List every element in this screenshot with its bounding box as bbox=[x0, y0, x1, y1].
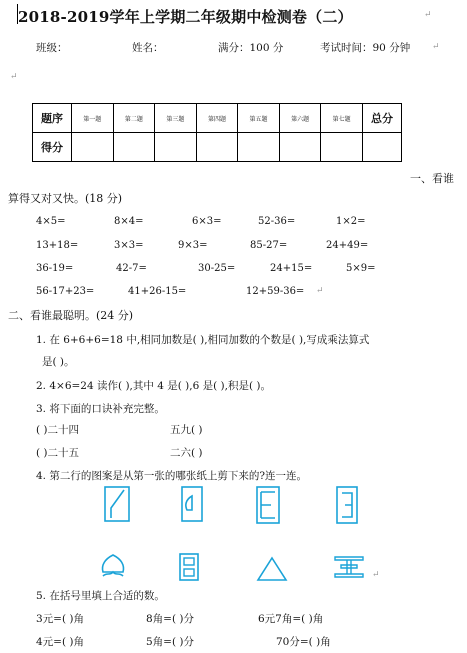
q5-item: 5角=( )分 bbox=[146, 636, 195, 648]
name-label: 姓名： bbox=[132, 42, 164, 54]
col-header: 第五题 bbox=[238, 104, 280, 133]
return-mark: ↵ bbox=[372, 570, 380, 580]
calc-item: 3×3= bbox=[114, 240, 144, 251]
class-label: 班级： bbox=[36, 42, 68, 54]
peach-shape-figure[interactable] bbox=[98, 552, 128, 580]
q3-item: 二六( ) bbox=[170, 447, 203, 459]
calc-item: 85-27= bbox=[250, 240, 288, 251]
paper-peach-figure[interactable] bbox=[181, 486, 203, 522]
score-table bbox=[32, 103, 402, 162]
q3-text: 3. 将下面的口诀补充完整。 bbox=[36, 403, 165, 415]
col-header: 第七题 bbox=[321, 104, 363, 133]
window-shape-figure[interactable] bbox=[178, 552, 200, 582]
return-mark: ↵ bbox=[424, 10, 432, 20]
triangle-shape-figure[interactable] bbox=[256, 556, 288, 582]
col-header: 第三题 bbox=[155, 104, 197, 133]
calc-item: 5×9= bbox=[346, 263, 376, 274]
calc-item: 42-7= bbox=[116, 263, 147, 274]
calc-item: 1×2= bbox=[336, 216, 366, 227]
col-header: 第四题 bbox=[196, 104, 238, 133]
q3-item: ( )二十四 bbox=[36, 424, 80, 436]
score-cell[interactable] bbox=[113, 133, 155, 162]
calc-item: 12+59-36= bbox=[246, 286, 305, 297]
total-header: 总分 bbox=[363, 104, 402, 133]
calc-item: 24+49= bbox=[326, 240, 369, 251]
calc-item: 8×4= bbox=[114, 216, 144, 227]
return-mark: ↵ bbox=[432, 42, 440, 52]
row-header-score: 得分 bbox=[33, 133, 72, 162]
q5-item: 70分=( )角 bbox=[276, 636, 331, 648]
table-row bbox=[33, 133, 402, 162]
calc-item: 6×3= bbox=[192, 216, 222, 227]
full-score: 满分：100 分 bbox=[218, 42, 284, 54]
q5-item: 4元=( )角 bbox=[36, 636, 85, 648]
q4-text: 4. 第二行的图案是从第一张的哪张纸上剪下来的?连一连。 bbox=[36, 470, 307, 482]
score-cell[interactable] bbox=[238, 133, 280, 162]
paper-slash-figure[interactable] bbox=[104, 486, 130, 522]
row-header-order: 题序 bbox=[33, 104, 72, 133]
q2-text: 2. 4×6=24 读作( ),其中 4 是( ),6 是( ),积是( )。 bbox=[36, 380, 272, 392]
return-mark: ↵ bbox=[316, 286, 324, 296]
table-row bbox=[33, 104, 402, 133]
paper-window-figure[interactable] bbox=[336, 486, 358, 524]
q5-item: 8角=( )分 bbox=[146, 613, 195, 625]
q3-item: ( )二十五 bbox=[36, 447, 80, 459]
calc-item: 52-36= bbox=[258, 216, 296, 227]
col-header: 第二题 bbox=[113, 104, 155, 133]
score-cell[interactable] bbox=[196, 133, 238, 162]
exam-time: 考试时间：90 分钟 bbox=[320, 42, 411, 54]
col-header: 第一题 bbox=[72, 104, 114, 133]
calc-item: 30-25= bbox=[198, 263, 236, 274]
bars-shape-figure[interactable] bbox=[332, 554, 366, 580]
q5-text: 5. 在括号里填上合适的数。 bbox=[36, 590, 165, 602]
section1-title-b: 算得又对又快。(18 分) bbox=[8, 192, 123, 205]
q1-line1: 1. 在 6+6+6=18 中,相同加数是( ),相同加数的个数是( ),写成乘法算式 bbox=[36, 334, 370, 346]
score-cell[interactable] bbox=[363, 133, 402, 162]
calc-item: 41+26-15= bbox=[128, 286, 187, 297]
score-cell[interactable] bbox=[72, 133, 114, 162]
paper-bars-figure[interactable] bbox=[256, 486, 280, 524]
calc-item: 36-19= bbox=[36, 263, 74, 274]
calc-item: 9×3= bbox=[178, 240, 208, 251]
page-title: 2018-2019学年上学期二年级期中检测卷（二） bbox=[18, 8, 353, 26]
calc-item: 56-17+23= bbox=[36, 286, 95, 297]
score-cell[interactable] bbox=[279, 133, 321, 162]
calc-item: 4×5= bbox=[36, 216, 66, 227]
q3-item: 五九( ) bbox=[170, 424, 203, 436]
return-mark: ↵ bbox=[10, 72, 18, 82]
col-header: 第六题 bbox=[279, 104, 321, 133]
section1-title-a: 一、看谁 bbox=[410, 172, 454, 185]
calc-item: 24+15= bbox=[270, 263, 313, 274]
q1-line2: 是( )。 bbox=[42, 356, 75, 368]
q5-item: 3元=( )角 bbox=[36, 613, 85, 625]
calc-item: 13+18= bbox=[36, 240, 79, 251]
q5-item: 6元7角=( )角 bbox=[258, 613, 324, 625]
score-cell[interactable] bbox=[155, 133, 197, 162]
section2-title: 二、看谁最聪明。(24 分) bbox=[8, 309, 134, 322]
score-cell[interactable] bbox=[321, 133, 363, 162]
